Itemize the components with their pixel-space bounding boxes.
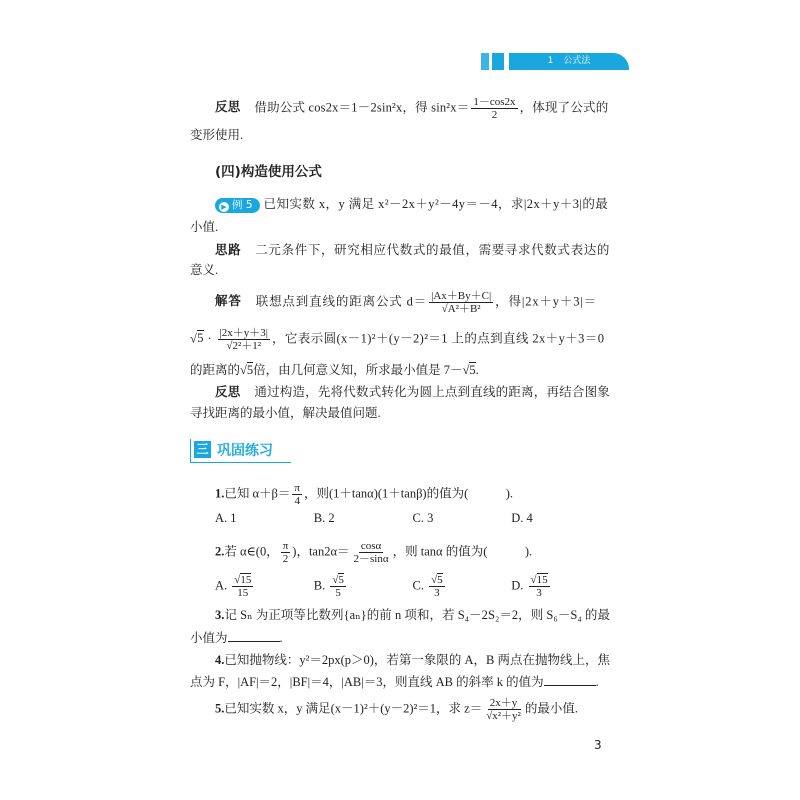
text-line [215, 482, 513, 507]
subsection-heading: (四)构造使用公式 [215, 164, 322, 180]
question-number: 2. [215, 544, 225, 559]
numerator: |2x＋y＋3| [219, 327, 268, 339]
fraction [529, 574, 550, 599]
text-run: 小值为 [190, 631, 228, 645]
text-line [215, 384, 610, 400]
text-run: 的最小值. [524, 701, 578, 716]
radicand: x²＋y² [492, 710, 521, 722]
text-run: . [279, 631, 283, 645]
fraction [484, 697, 523, 722]
numerator [429, 574, 445, 587]
text-line [215, 196, 608, 213]
text-run: 的距离的 [190, 363, 241, 377]
text-run: D. [511, 578, 527, 593]
text-line [215, 652, 610, 668]
numerator [330, 574, 346, 587]
text-line [190, 219, 218, 235]
chapter-number: 1 [547, 56, 554, 66]
question-number: 4. [215, 653, 225, 667]
text-run: ，体现了公式的 [519, 100, 609, 115]
fraction [330, 574, 346, 599]
text-run: 已知实数 x，y 满足(x－1)²＋(y－2)²＝1，求 z＝ [224, 701, 483, 716]
fraction [352, 540, 391, 565]
text-line [190, 629, 283, 646]
numerator: |Ax＋By＋C| [431, 290, 492, 302]
text-run: C. [412, 578, 428, 593]
denominator [224, 340, 263, 352]
text-run: C. 3 [412, 511, 434, 525]
answer-option [511, 511, 610, 526]
answer-blank [544, 673, 596, 686]
header-decor-bar [492, 53, 504, 70]
text-run: B. 2 [313, 511, 335, 525]
fraction [218, 327, 270, 352]
text-line [215, 290, 597, 315]
numerator [529, 574, 550, 587]
radical-sign-icon: √ [462, 363, 470, 377]
text-run: ，它表示圆(x－1)²＋(y－2)²＝1 上的点到直线 2x＋y＋3＝0 [271, 331, 605, 346]
text-run: 小值. [190, 220, 219, 234]
text-run: A. 1 [215, 511, 237, 525]
radicand: 5 [469, 363, 476, 377]
denominator: 2 [282, 553, 289, 565]
text-run: 若 α∈(0， [224, 544, 279, 559]
text-run: 倍，由几何意义知，所求最小值是 7－ [253, 363, 463, 377]
paragraph-label: 反思 [215, 384, 241, 399]
text-run: 寻找距离的最小值，解决最值问题. [190, 406, 381, 420]
text-run: 二元条件下，研究相应代数式的最值，需要寻求代数式表达的 [255, 243, 610, 257]
text-run: . [475, 363, 479, 377]
text-run: )，tan2α＝ [292, 544, 350, 559]
denominator: 2－sinα [353, 553, 389, 565]
radical-sign-icon: √ [441, 303, 448, 315]
radical-sign-icon: √ [234, 574, 241, 586]
radicand: 15 [536, 574, 548, 586]
numerator: 1－cos2x [473, 96, 516, 108]
text-line [215, 540, 532, 565]
denominator: 3 [536, 587, 542, 599]
answer-option [314, 511, 413, 526]
radical-sign-icon: √ [530, 574, 537, 586]
text-run: . [595, 675, 599, 689]
section-title: 巩固练习 [217, 443, 273, 459]
text-line [190, 327, 604, 352]
radicand: 5 [338, 574, 344, 586]
denominator [484, 710, 523, 722]
radicand: 2²＋1² [232, 340, 262, 352]
denominator: 4 [294, 495, 300, 507]
denominator: 3 [434, 587, 440, 599]
text-run: ，得|2x＋y＋3|＝ [495, 294, 598, 309]
radicand: 5 [246, 363, 254, 377]
text-line [215, 697, 578, 722]
sqrt [240, 362, 253, 377]
radical-sign-icon: √ [486, 710, 493, 722]
radical-sign-icon: √ [431, 574, 438, 586]
question-number: 5. [215, 701, 225, 716]
chapter-label [509, 53, 629, 70]
question-number: 3. [215, 608, 225, 622]
answer-options [215, 574, 610, 599]
radicand: 15 [240, 574, 252, 586]
text-line [215, 96, 608, 121]
page-number: 3 [594, 738, 602, 752]
text-run: 记 Sₙ 为正项等比数列{aₙ}的前 n 项和，若 S₄－2S₂＝2，则 S₆－S₄ 的最 [224, 608, 611, 622]
text-run: D. 4 [511, 511, 533, 525]
text-line [190, 362, 479, 378]
fraction [429, 574, 445, 599]
text-run: 已知抛物线：y²＝2px(p＞0)，若第一象限的 A，B 两点在抛物线上，焦 [224, 653, 610, 667]
radical-sign-icon: √ [190, 331, 198, 346]
answer-option [314, 574, 413, 599]
denominator: 15 [237, 587, 249, 599]
play-icon: ▶ [219, 202, 229, 212]
text-run: ，则(1＋tanα)(1＋tanβ)的值为( ). [303, 486, 514, 501]
text-run: 已知 α＋β＝ [224, 486, 291, 501]
text-run: 通过构造，先将代数式转化为圆上点到直线的距离，再结合图象 [254, 385, 610, 399]
text-line [190, 405, 381, 421]
fraction [281, 540, 291, 565]
sqrt [190, 330, 204, 345]
radical-sign-icon: √ [240, 363, 247, 377]
denominator [440, 303, 483, 315]
answer-option [215, 511, 314, 526]
chapter-title: 公式法 [563, 56, 591, 66]
text-run: B. [313, 578, 329, 593]
question-number: 1. [215, 486, 225, 501]
text-run: 意义. [190, 263, 219, 277]
text-run: 点为 F，|AF|＝2，|BF|＝4，|AB|＝3，则直线 AB 的斜率 k 的值为 [190, 675, 544, 689]
text-line [190, 262, 218, 278]
section-heading [190, 439, 291, 463]
numerator: π [294, 482, 300, 494]
paragraph-label: 解答 [215, 293, 242, 309]
numerator: cosα [360, 540, 382, 552]
text-run: A. [215, 578, 231, 593]
text-line [190, 673, 599, 690]
text-run: 变形使用. [190, 128, 244, 142]
radicand: 5 [437, 574, 443, 586]
answer-option [215, 574, 314, 599]
example-label: 例 5 [232, 199, 253, 211]
fraction [471, 96, 517, 121]
text-run: 联想点到直线的距离公式 d＝ [255, 294, 428, 309]
text-line [215, 242, 610, 258]
text-run: 借助公式 cos2x＝1－2sin²x，得 sin²x＝ [254, 100, 470, 115]
text-line [190, 127, 243, 143]
paragraph-label: 思路 [215, 242, 242, 257]
denominator: 5 [335, 587, 341, 599]
radicand: A²＋B² [447, 303, 481, 315]
answer-option [511, 574, 610, 599]
numerator: π [282, 540, 289, 552]
header-decor-bar [481, 53, 489, 70]
answer-option [413, 574, 512, 599]
answer-blank [228, 629, 280, 642]
text-run: ，则 tanα 的值为( ). [392, 544, 533, 559]
radical-sign-icon: √ [332, 574, 339, 586]
numerator [232, 574, 253, 587]
fraction [232, 574, 253, 599]
fraction [429, 290, 493, 315]
denominator: 2 [491, 109, 498, 121]
radical-sign-icon: √ [226, 340, 233, 352]
fraction [292, 482, 302, 507]
section-number-icon: 三 [194, 441, 211, 458]
numerator: 2x＋y [489, 697, 518, 709]
text-run: · [203, 331, 216, 346]
sqrt [463, 362, 476, 377]
text-line [215, 607, 610, 623]
example-badge [215, 198, 260, 213]
paragraph-label: 反思 [215, 99, 241, 115]
radicand: 5 [197, 331, 204, 346]
answer-options [215, 511, 610, 526]
answer-option [413, 511, 512, 526]
text-run: 已知实数 x，y 满足 x²－2x＋y²－4y＝－4，求|2x＋y＋3|的最 [263, 197, 609, 211]
